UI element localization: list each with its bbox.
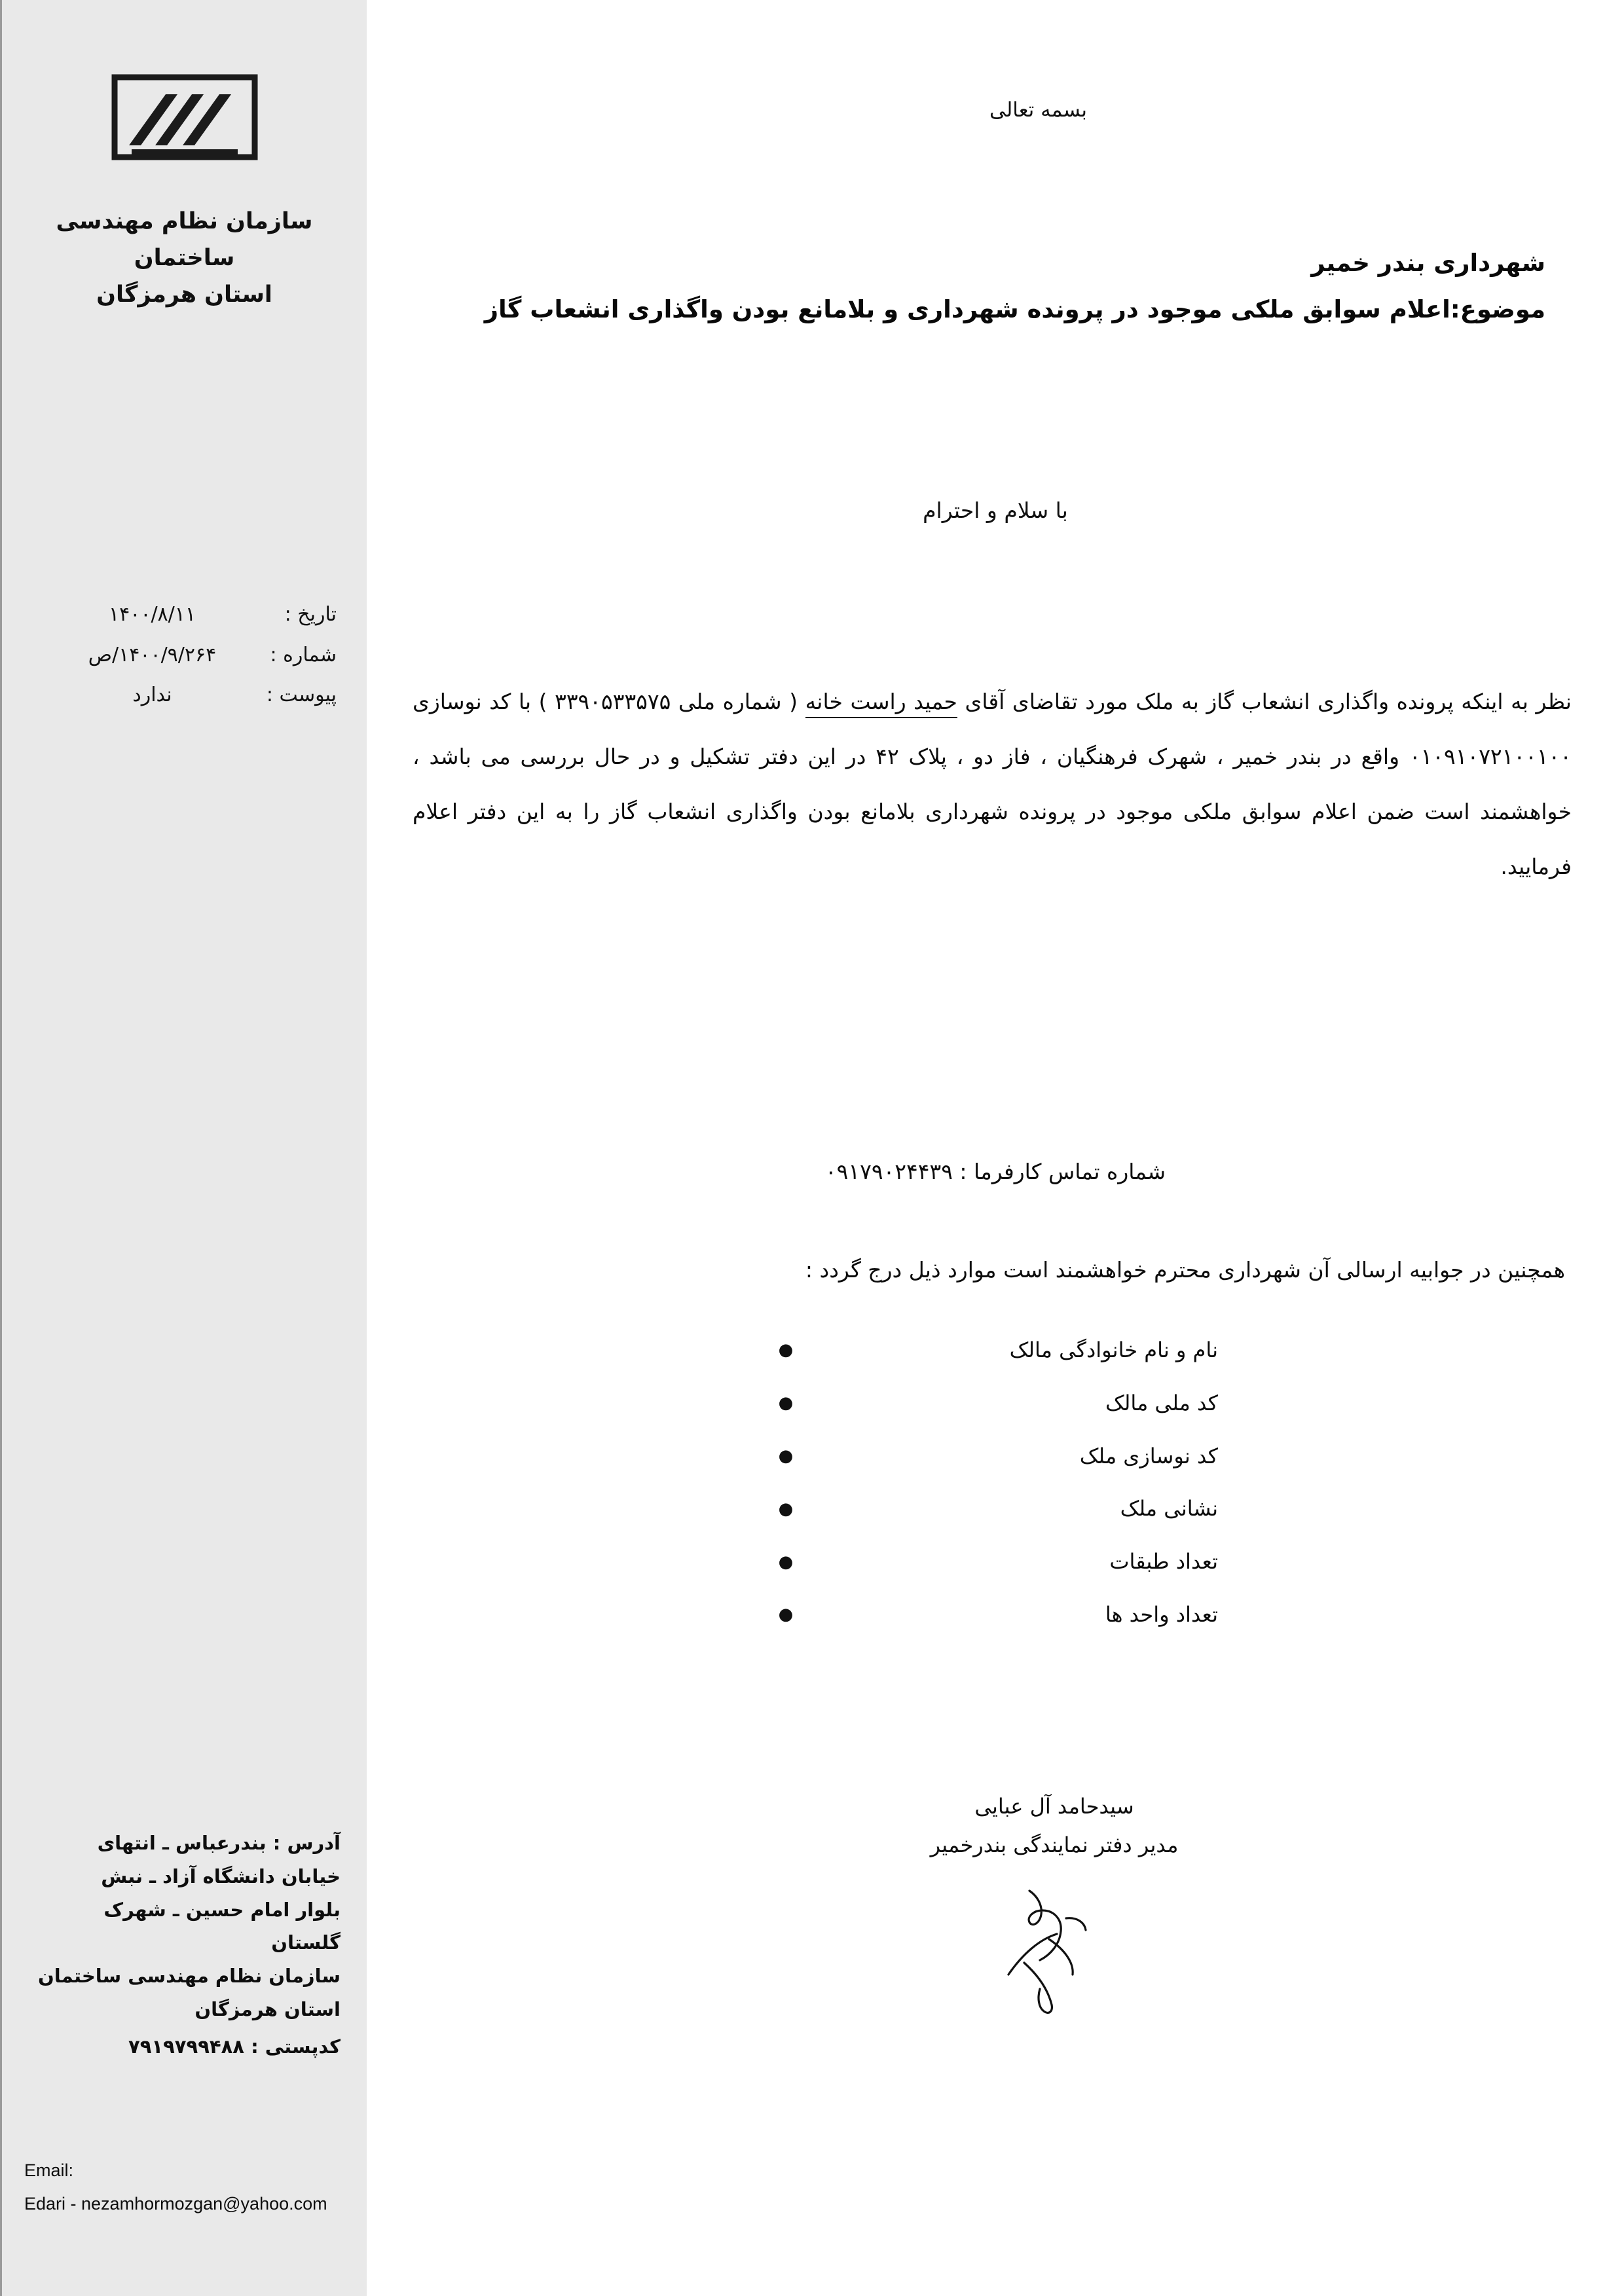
list-item-label: نام و نام خانوادگی مالک bbox=[1009, 1338, 1218, 1362]
basmala-text: بسمه تعالی bbox=[989, 98, 1087, 122]
bullet-dot-icon: ● bbox=[778, 1605, 794, 1625]
recipient-block bbox=[406, 242, 1545, 331]
requested-items-intro: همچنین در جوابیه ارسالی آن شهرداری محترم خواهشمند است موارد ذیل درج گردد : bbox=[805, 1257, 1565, 1283]
body-paragraph-part1: نظر به اینکه پرونده واگذاری انشعاب گاز به ملک مورد تقاضای آقای bbox=[965, 689, 1572, 714]
list-item bbox=[367, 1494, 1624, 1523]
list-item-label: تعداد طبقات bbox=[1109, 1549, 1218, 1575]
meta-row-attachment bbox=[41, 675, 337, 716]
organization-name-line1: سازمان نظام مهندسی ساختمان bbox=[56, 208, 313, 271]
meta-value-attachment: ندارد bbox=[132, 683, 172, 706]
email-label: Email: bbox=[24, 2160, 74, 2180]
requested-items-list bbox=[367, 1336, 1624, 1653]
meta-label-number: شماره : bbox=[270, 643, 337, 666]
list-item-label: نشانی ملک bbox=[1120, 1496, 1218, 1522]
subject-line: موضوع:اعلام سوابق ملکی موجود در پرونده شهرداری و بلامانع بودن واگذاری انشعاب گاز bbox=[484, 295, 1545, 323]
bullet-dot-icon: ● bbox=[778, 1393, 794, 1413]
address-line-4: گلستان bbox=[271, 1931, 341, 1954]
list-item bbox=[367, 1600, 1624, 1630]
organization-name-line2: استان هرمزگان bbox=[96, 282, 272, 308]
address-block bbox=[2, 1827, 367, 2063]
list-item bbox=[367, 1547, 1624, 1576]
address-line-6: استان هرمزگان bbox=[194, 1997, 341, 2020]
organization-logo bbox=[2, 72, 367, 183]
list-item-label: کد ملی مالک bbox=[1105, 1390, 1218, 1415]
bullet-dot-icon: ● bbox=[778, 1552, 794, 1572]
signature-block bbox=[851, 1787, 1257, 2020]
bullet-dot-icon: ● bbox=[778, 1499, 794, 1519]
organization-name bbox=[2, 203, 367, 313]
meta-row-number bbox=[41, 635, 337, 676]
list-item bbox=[367, 1336, 1624, 1365]
handwritten-signature-icon bbox=[851, 1876, 1257, 2020]
meta-label-attachment: پیوست : bbox=[266, 683, 337, 706]
recipient-line: شهرداری بندر خمیر bbox=[1311, 249, 1545, 277]
owner-name-underlined: حمید راست خانه bbox=[805, 689, 957, 718]
document-meta bbox=[2, 594, 367, 716]
employer-phone-line: شماره تماس کارفرما : ۰۹۱۷۹۰۲۴۴۳۹ bbox=[824, 1159, 1166, 1184]
address-line-1: آدرس : بندرعباس ـ انتهای bbox=[97, 1832, 341, 1854]
list-item bbox=[367, 1389, 1624, 1418]
letter-body bbox=[367, 0, 1624, 2296]
meta-value-number: ۱۴۰۰/۹/۲۶۴/ص bbox=[88, 643, 217, 666]
bullet-dot-icon: ● bbox=[778, 1340, 794, 1360]
postal-code: کدپستی : ۷۹۱۹۷۹۹۴۸۸ bbox=[128, 2035, 341, 2058]
body-paragraph-part2: ( شماره ملی ۳۳۹۰۵۳۳۵۷۵ ) با کد نوسازی ۰۱۰۹۱۰۷۲۱۰۰۱۰۰ واقع در بندر خمیر ، شهرک فرهنگیان ، فاز دو ، پلاک ۴۲ در این دفتر تشکیل و در حال بررسی می باشد ، خواهشمند است ضمن اعلام سوابق ملکی موجود در پرونده شهرداری بلامانع بودن واگذاری انشعاب گاز را به این دفتر اعلام فرمایید. bbox=[413, 689, 1572, 880]
address-line-2: خیابان دانشگاه آزاد ـ نبش bbox=[101, 1865, 341, 1887]
meta-row-date bbox=[41, 594, 337, 635]
body-paragraph bbox=[413, 674, 1572, 895]
address-line-5: سازمان نظام مهندسی ساختمان bbox=[37, 1965, 341, 1987]
list-item-label: تعداد واحد ها bbox=[1105, 1601, 1218, 1627]
meta-value-date: ۱۴۰۰/۸/۱۱ bbox=[108, 603, 196, 626]
meta-label-date: تاریخ : bbox=[284, 603, 337, 626]
list-item bbox=[367, 1442, 1624, 1471]
signer-title: مدیر دفتر نمایندگی بندرخمیر bbox=[930, 1832, 1179, 1858]
signer-name: سیدحامد آل عبایی bbox=[974, 1794, 1134, 1819]
email-block bbox=[2, 2154, 367, 2221]
list-item-label: کد نوسازی ملک bbox=[1079, 1443, 1218, 1468]
email-address[interactable]: Edari - nezamhormozgan@yahoo.com bbox=[24, 2194, 327, 2214]
address-line-3: بلوار امام حسین ـ شهرک bbox=[103, 1898, 341, 1921]
bullet-dot-icon: ● bbox=[778, 1446, 794, 1466]
letterhead-sidebar bbox=[0, 0, 367, 2296]
greeting-line: با سلام و احترام bbox=[923, 498, 1068, 523]
building-roof-logo-icon bbox=[109, 72, 260, 183]
